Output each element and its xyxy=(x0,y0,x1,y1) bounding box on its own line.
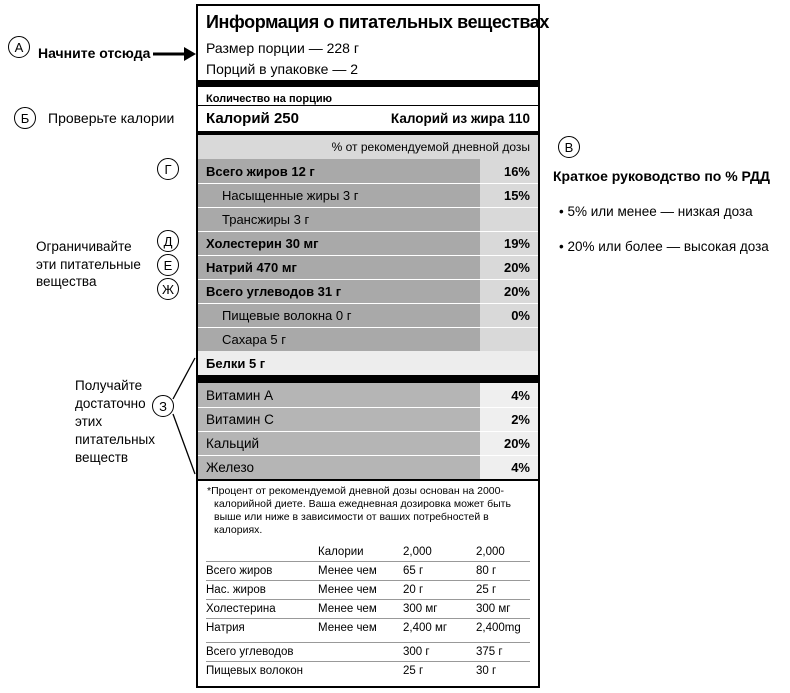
nutrient-name: Белки 5 г xyxy=(198,351,480,375)
circle-letter: А xyxy=(14,39,24,55)
table-cell: 300 г xyxy=(403,645,430,658)
vitamin-name: Витамин С xyxy=(198,407,480,431)
vitamin-pct: 20% xyxy=(480,431,538,455)
nutrient-pct: 15% xyxy=(480,183,538,207)
bullet-icon: • xyxy=(559,239,564,254)
vitamin-pct: 4% xyxy=(480,455,538,479)
table-cell: 2,000 xyxy=(403,545,432,558)
bracket-lines-icon xyxy=(173,358,195,474)
servings-per-pack: Порций в упаковке — 2 xyxy=(206,61,359,77)
circle-letter: Б xyxy=(20,110,30,126)
annotation-circle-d xyxy=(157,230,179,252)
footnote: *Процент от рекомендуемой дневной дозы основан на 2000-калорийной диете. Ваша ежедневная дозировка может быть выше или ниже в зависимости от ваших потребностей в калориях. xyxy=(198,479,538,540)
table-cell: Холестерина xyxy=(206,602,276,615)
table-cell: 2,400mg xyxy=(476,621,521,634)
table-cell: Натрия xyxy=(206,621,245,634)
nutrient-name: Всего углеводов 31 г xyxy=(198,279,480,303)
table-cell: 25 г xyxy=(476,583,497,596)
nutrient-pct: 20% xyxy=(480,255,538,279)
nutrient-pct: 16% xyxy=(480,159,538,183)
table-cell: 375 г xyxy=(476,645,503,658)
dv-guide-title: Краткое руководство по % РДД xyxy=(553,168,770,184)
table-cell: Калории xyxy=(318,545,364,558)
nutrient-name: Натрий 470 мг xyxy=(198,255,480,279)
nutrient-pct: 19% xyxy=(480,231,538,255)
nutrient-name: Сахара 5 г xyxy=(198,327,480,351)
table-cell: Всего углеводов xyxy=(206,645,294,658)
table-cell: 25 г xyxy=(403,664,424,677)
annotation-enough-text: Получайте достаточно этих питательных веществ xyxy=(75,378,156,465)
circle-letter: Д xyxy=(163,233,173,249)
circle-letter: В xyxy=(564,139,574,155)
circle-letter: Ж xyxy=(161,281,174,297)
vitamin-name: Кальций xyxy=(198,431,480,455)
table-cell: Менее чем xyxy=(318,621,377,634)
serving-size: Размер порции — 228 г xyxy=(206,40,359,56)
table-cell: Менее чем xyxy=(318,602,377,615)
nutrient-name: Трансжиры 3 г xyxy=(198,207,480,231)
table-cell: 65 г xyxy=(403,564,424,577)
circle-letter: З xyxy=(159,398,167,414)
calories-from-fat: Калорий из жира 110 xyxy=(390,111,530,126)
annotation-circle-b xyxy=(14,107,36,129)
table-cell: 2,400 мг xyxy=(403,621,448,634)
nutrient-name: Холестерин 30 мг xyxy=(198,231,480,255)
vitamin-pct: 4% xyxy=(480,383,538,407)
table-cell: 2,000 xyxy=(476,545,505,558)
calories-value: Калорий 250 xyxy=(206,110,299,127)
annotation-circle-v xyxy=(558,136,580,158)
table-cell: 20 г xyxy=(403,583,424,596)
annotation-circle-e xyxy=(157,254,179,276)
circle-letter: Е xyxy=(163,257,173,273)
label-title: Информация о питательных веществах xyxy=(206,12,550,32)
nutrient-pct: 0% xyxy=(480,303,538,327)
table-cell: Менее чем xyxy=(318,564,377,577)
table-cell: Всего жиров xyxy=(206,564,273,577)
vitamin-name: Витамин А xyxy=(198,383,480,407)
annotation-circle-z xyxy=(152,395,174,417)
nutrient-name: Насыщенные жиры 3 г xyxy=(198,183,480,207)
amount-per-serving: Количество на порцию xyxy=(198,87,538,106)
nutrient-pct: 20% xyxy=(480,279,538,303)
dv-guide-bullet-text: 20% или более — высокая доза xyxy=(567,239,769,254)
annotation-circle-g xyxy=(157,158,179,180)
bullet-icon: • xyxy=(559,204,564,219)
annotation-circle-zh xyxy=(157,278,179,300)
nutrient-name: Всего жиров 12 г xyxy=(198,159,480,183)
nutrient-name: Пищевые волокна 0 г xyxy=(198,303,480,327)
annotation-check-calories: Проверьте калории xyxy=(48,110,175,126)
annotation-circle-a xyxy=(8,36,30,58)
table-cell: 80 г xyxy=(476,564,497,577)
daily-value-header: % от рекомендуемой дневной дозы xyxy=(198,135,538,159)
table-cell: Нас. жиров xyxy=(206,583,266,596)
arrow-icon xyxy=(153,47,196,61)
table-cell: Пищевых волокон xyxy=(206,664,304,677)
vitamin-name: Железо xyxy=(198,455,480,479)
dv-guide-bullet-text: 5% или менее — низкая доза xyxy=(567,204,753,219)
vitamin-pct: 2% xyxy=(480,407,538,431)
table-cell: 30 г xyxy=(476,664,497,677)
annotation-start-here: Начните отсюда xyxy=(38,45,151,61)
annotation-limit-text: Ограничивайте эти питательные вещества xyxy=(36,239,141,289)
table-cell: 300 мг xyxy=(403,602,438,615)
table-cell: 300 мг xyxy=(476,602,511,615)
circle-letter: Г xyxy=(164,161,172,177)
table-cell: Менее чем xyxy=(318,583,377,596)
